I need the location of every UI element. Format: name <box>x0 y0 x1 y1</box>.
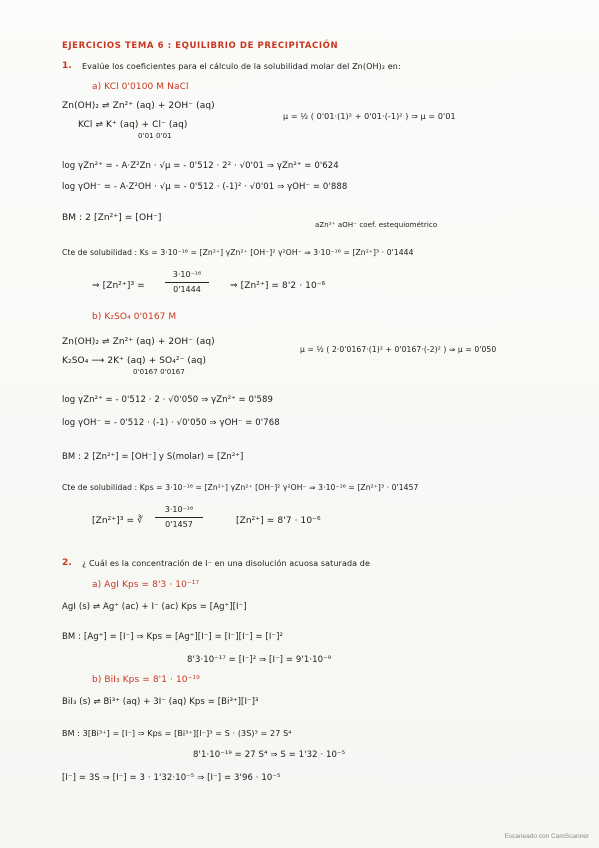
exercise-1b-result-numerator: 3·10⁻¹⁶ <box>164 505 194 514</box>
exercise-1b-result-denominator: 0'1457 <box>165 520 193 529</box>
exercise-1a-fraction-bar <box>165 282 209 283</box>
page-title: EJERCICIOS TEMA 6 : EQUILIBRIO DE PRECIPITACIÓN <box>62 41 339 51</box>
exercise-2-number: 2. <box>62 558 72 568</box>
exercise-2b-label: b) BiI₃ Kps = 8'1 · 10⁻¹⁹ <box>92 675 200 685</box>
exercise-2b-intermediate: 8'1·10⁻¹⁹ = 27 S⁴ ⇒ S = 1'32 · 10⁻⁵ <box>193 750 346 760</box>
exercise-1b-mass-balance: BM : 2 [Zn²⁺] = [OH⁻] y S(molar) = [Zn²⁺] <box>62 452 244 462</box>
exercise-1-number: 1. <box>62 61 72 71</box>
exercise-2b-result: [I⁻] = 3S ⇒ [I⁻] = 3 · 1'32·10⁻⁵ ⇒ [I⁻] = 3'96 · 10⁻⁵ <box>62 773 281 783</box>
exercise-1a-result-numerator: 3·10⁻¹⁶ <box>172 270 202 279</box>
exercise-2b-mass-balance: BM : 3[Bi³⁺] = [I⁻] ⇒ Kps = [Bi³⁺][I⁻]³ = S · (3S)³ = 27 S⁴ <box>62 729 292 738</box>
exercise-1a-result: ⇒ [Zn²⁺] = 8'2 · 10⁻⁶ <box>230 281 326 291</box>
exercise-2a-equation: AgI (s) ⇌ Ag⁺ (ac) + I⁻ (ac) Kps = [Ag⁺][I⁻] <box>62 602 247 612</box>
exercise-1b-solubility-constant: Cte de solubilidad : Kps = 3·10⁻¹⁶ = [Zn²⁺] γZn²⁺ [OH⁻]² γ²OH⁻ ⇒ 3·10⁻¹⁶ = [Zn²⁺]³ · 0'1457 <box>62 483 419 492</box>
exercise-1a-ionic-strength: μ = ½ ( 0'01·(1)² + 0'01·(-1)² ) ⇒ μ = 0'01 <box>283 112 456 121</box>
exercise-1b-result-lhs: [Zn²⁺]³ = ∛ <box>92 516 143 526</box>
exercise-1a-solubility-constant: Cte de solubilidad : Ks = 3·10⁻¹⁶ = [Zn²⁺] γZn²⁺ [OH⁻]² γ²OH⁻ ⇒ 3·10⁻¹⁶ = [Zn²⁺]³ · 0'1444 <box>62 248 414 257</box>
exercise-1a-log-gamma-zn: log γZn²⁺ = - A·Z²Zn · √μ = - 0'512 · 2² · √0'01 ⇒ γZn²⁺ = 0'624 <box>62 161 339 171</box>
exercise-1b-equation-2: K₂SO₄ ⟶ 2K⁺ (aq) + SO₄²⁻ (aq) <box>62 356 207 366</box>
exercise-1a-log-gamma-oh: log γOH⁻ = - A·Z²OH · √μ = - 0'512 · (-1)² · √0'01 ⇒ γOH⁻ = 0'888 <box>62 182 348 192</box>
exercise-1a-mass-balance: BM : 2 [Zn²⁺] = [OH⁻] <box>62 213 162 223</box>
exercise-1a-result-denominator: 0'1444 <box>173 285 201 294</box>
exercise-1a-result-lhs: ⇒ [Zn²⁺]³ = <box>92 281 145 291</box>
exercise-1b-log-gamma-zn: log γZn²⁺ = - 0'512 · 2 · √0'050 ⇒ γZn²⁺ = 0'589 <box>62 395 274 405</box>
exercise-1b-equation-1: Zn(OH)₂ ⇌ Zn²⁺ (aq) + 2OH⁻ (aq) <box>62 337 215 347</box>
exercise-2a-result: 8'3·10⁻¹⁷ = [I⁻]² ⇒ [I⁻] = 9'1·10⁻⁹ <box>187 655 332 665</box>
exercise-2a-label: a) AgI Kps = 8'3 · 10⁻¹⁷ <box>92 580 200 590</box>
exercise-1a-concentrations: 0'01 0'01 <box>138 132 172 140</box>
exercise-1a-annotation: aZn²⁺ aOH⁻ coef. estequiométrico <box>315 221 438 229</box>
exercise-2-statement: ¿ Cuál es la concentración de I⁻ en una disolución acuosa saturada de <box>82 559 370 568</box>
exercise-1-statement: Evalúe los coeficientes para el cálculo de la solubilidad molar del Zn(OH)₂ en: <box>82 62 401 71</box>
exercise-1b-concentrations: 0'0167 0'0167 <box>133 368 185 376</box>
exercise-2a-mass-balance: BM : [Ag⁺] = [I⁻] ⇒ Kps = [Ag⁺][I⁻] = [I⁻][I⁻] = [I⁻]² <box>62 632 284 642</box>
exercise-1b-ionic-strength: μ = ½ ( 2·0'0167·(1)² + 0'0167·(-2)² ) ⇒ μ = 0'050 <box>300 345 497 354</box>
exercise-1a-equation-2: KCl ⇌ K⁺ (aq) + Cl⁻ (aq) <box>78 120 188 130</box>
exercise-1b-log-gamma-oh: log γOH⁻ = - 0'512 · (-1) · √0'050 ⇒ γOH⁻ = 0'768 <box>62 418 280 428</box>
scanner-watermark: Escaneado con CamScanner <box>504 833 589 840</box>
exercise-1b-result: [Zn²⁺] = 8'7 · 10⁻⁶ <box>236 516 321 526</box>
exercise-1b-fraction-bar <box>155 517 203 518</box>
exercise-1a-equation-1: Zn(OH)₂ ⇌ Zn²⁺ (aq) + 2OH⁻ (aq) <box>62 101 215 111</box>
exercise-2b-equation: BiI₃ (s) ⇌ Bi³⁺ (aq) + 3I⁻ (aq) Kps = [Bi³⁺][I⁻]³ <box>62 697 259 707</box>
exercise-1a-label: a) KCl 0'0100 M NaCl <box>92 82 189 92</box>
exercise-1b-label: b) K₂SO₄ 0'0167 M <box>92 312 177 322</box>
